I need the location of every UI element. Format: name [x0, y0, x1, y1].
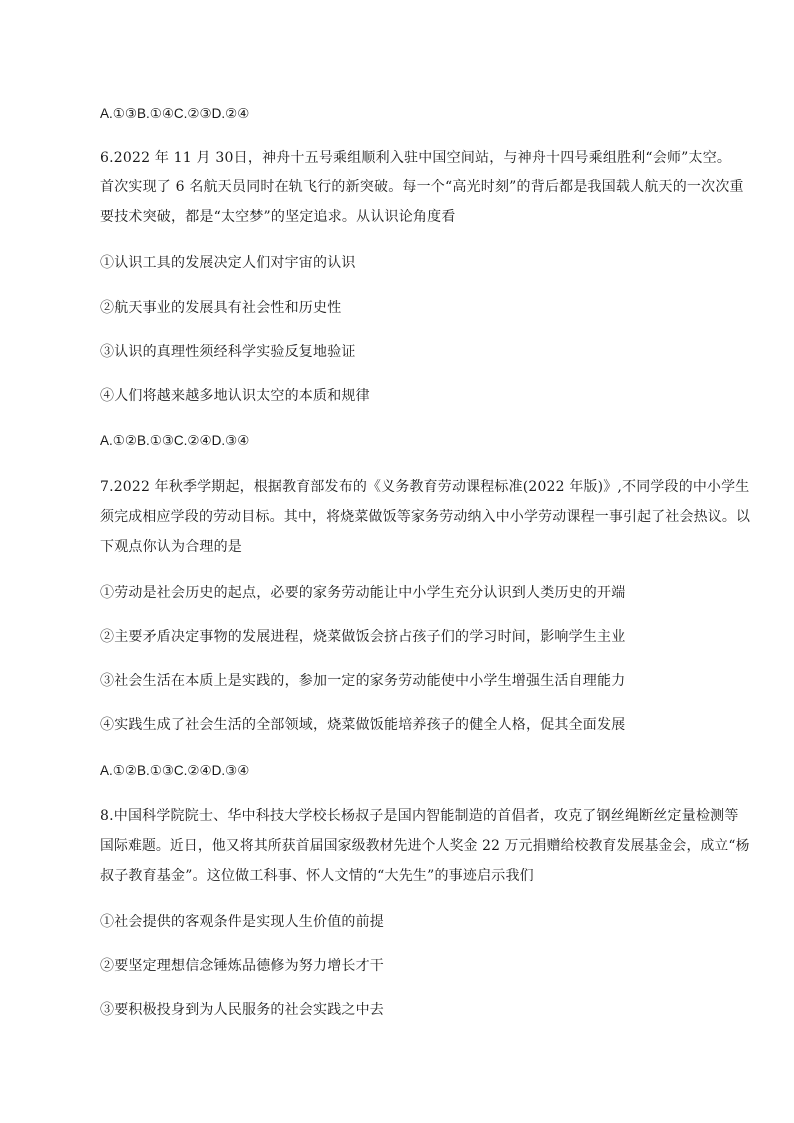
- q8-stem-line-1: 8.中国科学院院士、华中科技大学校长杨叔子是国内智能制造的首倡者，攻克了钢丝绳断丝定量检测等: [100, 808, 739, 824]
- q7-option-2: ②主要矛盾决定事物的发展进程，烧菜做饭会挤占孩子们的学习时间，影响学生主业: [100, 629, 626, 645]
- q8-option-3: ③要积极投身到为人民服务的社会实践之中去: [100, 1002, 384, 1018]
- q6-answer-options: A.①②B.①③C.②④D.③④: [100, 433, 250, 448]
- q8-stem-line-3: 叔子教育基金”。这位做工科事、怀人文情的“大先生”的事迹启示我们: [100, 868, 534, 884]
- q6-option-3: ③认识的真理性须经科学实验反复地验证: [100, 344, 356, 360]
- q6-stem-line-3: 要技术突破，都是“太空梦”的坚定追求。从认识论角度看: [100, 209, 456, 225]
- q7-answer-options: A.①②B.①③C.②④D.③④: [100, 763, 250, 778]
- q7-option-3: ③社会生活在本质上是实践的，参加一定的家务劳动能使中小学生增强生活自理能力: [100, 673, 626, 689]
- q7-option-4: ④实践生成了社会生活的全部领域，烧菜做饭能培养孩子的健全人格，促其全面发展: [100, 717, 626, 733]
- q7-stem-line-1: 7.2022 年秋季学期起，根据教育部发布的《义务教育劳动课程标准(2022 年版)》,不同学段的中小学生: [100, 479, 750, 495]
- q6-option-1: ①认识工具的发展决定人们对宇宙的认识: [100, 255, 356, 271]
- q7-stem-line-2: 须完成相应学段的劳动目标。其中，将烧菜做饭等家务劳动纳入中小学劳动课程一事引起了社会热议。以: [100, 509, 751, 525]
- q6-option-4: ④人们将越来越多地认识太空的本质和规律: [100, 388, 370, 404]
- q8-option-1: ①社会提供的客观条件是实现人生价值的前提: [100, 914, 384, 930]
- q7-stem-line-3: 下观点你认为合理的是: [100, 539, 242, 555]
- q8-stem-line-2: 国际难题。近日，他又将其所获首届国家级教材先进个人奖金 22 万元捐赠给校教育发展基金会，成立“杨: [100, 838, 750, 854]
- q7-option-1: ①劳动是社会历史的起点，必要的家务劳动能让中小学生充分认识到人类历史的开端: [100, 585, 626, 601]
- q6-option-2: ②航天事业的发展具有社会性和历史性: [100, 300, 342, 316]
- q8-option-2: ②要坚定理想信念锤炼品德修为努力增长才干: [100, 958, 384, 974]
- q5-answer-options: A.①③B.①④C.②③D.②④: [100, 106, 250, 121]
- q6-stem-line-1: 6.2022 年 11 月 30日，神舟十五号乘组顺利入驻中国空间站，与神舟十四号乘组胜利“会师”太空。: [100, 150, 732, 166]
- q6-stem-line-2: 首次实现了 6 名航天员同时在轨飞行的新突破。每一个“高光时刻”的背后都是我国载人航天的一次次重: [100, 179, 744, 195]
